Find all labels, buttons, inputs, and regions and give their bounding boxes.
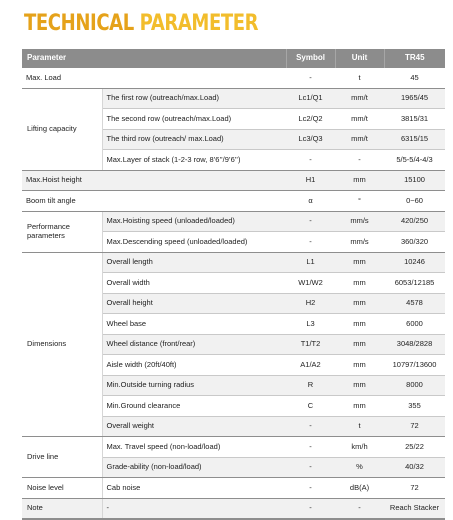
row-param: The third row (outreach/ max.Load) bbox=[102, 129, 286, 150]
row-symbol: - bbox=[286, 478, 335, 499]
row-value: 3048/2828 bbox=[384, 334, 445, 355]
row-symbol: - bbox=[286, 211, 335, 232]
row-param: Overall height bbox=[102, 293, 286, 314]
row-symbol: Lc1/Q1 bbox=[286, 88, 335, 109]
row-symbol: C bbox=[286, 396, 335, 417]
row-param: Overall length bbox=[102, 252, 286, 273]
row-unit: mm bbox=[335, 355, 384, 376]
table-row bbox=[22, 68, 445, 88]
row-param: Cab noise bbox=[102, 478, 286, 499]
row-unit: - bbox=[335, 498, 384, 519]
row-value: 45 bbox=[384, 68, 445, 88]
row-unit: mm bbox=[335, 273, 384, 294]
row-value: 72 bbox=[384, 478, 445, 499]
row-param: Max.Layer of stack (1-2-3 row, 8’6’’/9’6’’) bbox=[102, 150, 286, 171]
row-unit: mm/t bbox=[335, 88, 384, 109]
row-symbol: α bbox=[286, 191, 335, 212]
row-param: Max.Hoist height bbox=[22, 170, 286, 191]
group-label-drive-line: Drive line bbox=[22, 437, 102, 478]
row-symbol: L3 bbox=[286, 314, 335, 335]
row-symbol: A1/A2 bbox=[286, 355, 335, 376]
table-row bbox=[22, 478, 445, 499]
row-value: 8000 bbox=[384, 375, 445, 396]
row-symbol: Lc3/Q3 bbox=[286, 129, 335, 150]
table-row bbox=[22, 498, 445, 519]
row-param: Grade-ability (non-load/load) bbox=[102, 457, 286, 478]
row-symbol: Lc2/Q2 bbox=[286, 109, 335, 130]
column-header-unit: Unit bbox=[335, 49, 384, 68]
row-param: Max. Travel speed (non-load/load) bbox=[102, 437, 286, 458]
group-label-dimensions: Dimensions bbox=[22, 252, 102, 437]
row-param: Max.Descending speed (unloaded/loaded) bbox=[102, 232, 286, 253]
row-unit: mm/s bbox=[335, 232, 384, 253]
row-value: 6053/12185 bbox=[384, 273, 445, 294]
row-symbol: H1 bbox=[286, 170, 335, 191]
row-unit: - bbox=[335, 150, 384, 171]
row-value: 420/250 bbox=[384, 211, 445, 232]
row-value: 15100 bbox=[384, 170, 445, 191]
table-header bbox=[22, 49, 445, 68]
row-value: 3815/31 bbox=[384, 109, 445, 130]
row-value: 5/5-5/4-4/3 bbox=[384, 150, 445, 171]
group-label-note: Note bbox=[22, 498, 102, 519]
column-header-parameter: Parameter bbox=[22, 49, 286, 68]
table-row bbox=[22, 191, 445, 212]
row-unit: mm bbox=[335, 334, 384, 355]
row-param: Overall width bbox=[102, 273, 286, 294]
row-value: 1965/45 bbox=[384, 88, 445, 109]
row-symbol: - bbox=[286, 68, 335, 88]
row-symbol: - bbox=[286, 232, 335, 253]
row-unit: mm/s bbox=[335, 211, 384, 232]
row-value: 10797/13600 bbox=[384, 355, 445, 376]
row-param: Boom tilt angle bbox=[22, 191, 286, 212]
row-value: 6315/15 bbox=[384, 129, 445, 150]
row-symbol: - bbox=[286, 498, 335, 519]
row-param: Max. Load bbox=[22, 68, 286, 88]
column-header-symbol: Symbol bbox=[286, 49, 335, 68]
row-unit: mm bbox=[335, 170, 384, 191]
row-param: The second row (outreach/max.Load) bbox=[102, 109, 286, 130]
row-param: Aisle width (20ft/40ft) bbox=[102, 355, 286, 376]
group-label-performance-parameters: Performance parameters bbox=[22, 211, 102, 252]
row-symbol: H2 bbox=[286, 293, 335, 314]
row-symbol: - bbox=[286, 457, 335, 478]
row-symbol: - bbox=[286, 437, 335, 458]
column-header-model: TR45 bbox=[384, 49, 445, 68]
row-unit: mm bbox=[335, 314, 384, 335]
row-unit: mm/t bbox=[335, 109, 384, 130]
row-param: The first row (outreach/max.Load) bbox=[102, 88, 286, 109]
row-symbol: T1/T2 bbox=[286, 334, 335, 355]
table-row bbox=[22, 170, 445, 191]
row-symbol: - bbox=[286, 416, 335, 437]
row-value: 360/320 bbox=[384, 232, 445, 253]
row-param: Wheel base bbox=[102, 314, 286, 335]
row-value: 10246 bbox=[384, 252, 445, 273]
row-param: Max.Hoisting speed (unloaded/loaded) bbox=[102, 211, 286, 232]
title-part2: PARAMETER bbox=[139, 11, 259, 36]
table-row bbox=[22, 252, 445, 273]
row-symbol: L1 bbox=[286, 252, 335, 273]
row-value: Reach Stacker bbox=[384, 498, 445, 519]
row-unit: dB(A) bbox=[335, 478, 384, 499]
row-symbol: R bbox=[286, 375, 335, 396]
row-unit: mm/t bbox=[335, 129, 384, 150]
row-symbol: - bbox=[286, 150, 335, 171]
row-param: Wheel distance (front/rear) bbox=[102, 334, 286, 355]
row-value: 40/32 bbox=[384, 457, 445, 478]
page-title bbox=[24, 10, 258, 38]
row-value: 6000 bbox=[384, 314, 445, 335]
row-value: 0~60 bbox=[384, 191, 445, 212]
group-label-noise-level: Noise level bbox=[22, 478, 102, 499]
row-unit: mm bbox=[335, 252, 384, 273]
group-label-lifting-capacity: Lifting capacity bbox=[22, 88, 102, 170]
table-row bbox=[22, 211, 445, 232]
row-unit: % bbox=[335, 457, 384, 478]
row-unit: mm bbox=[335, 293, 384, 314]
row-symbol: W1/W2 bbox=[286, 273, 335, 294]
row-value: 72 bbox=[384, 416, 445, 437]
row-unit: km/h bbox=[335, 437, 384, 458]
spec-table bbox=[22, 49, 445, 520]
row-value: 25/22 bbox=[384, 437, 445, 458]
table-row bbox=[22, 88, 445, 109]
row-param: Min.Ground clearance bbox=[102, 396, 286, 417]
row-unit: t bbox=[335, 68, 384, 88]
row-unit: mm bbox=[335, 396, 384, 417]
row-param: - bbox=[102, 498, 286, 519]
table-row bbox=[22, 437, 445, 458]
row-unit: ° bbox=[335, 191, 384, 212]
row-param: Overall weight bbox=[102, 416, 286, 437]
row-param: Min.Outside turning radius bbox=[102, 375, 286, 396]
row-unit: mm bbox=[335, 375, 384, 396]
row-value: 4578 bbox=[384, 293, 445, 314]
row-value: 355 bbox=[384, 396, 445, 417]
row-unit: t bbox=[335, 416, 384, 437]
title-part1: TECHNICAL bbox=[24, 11, 134, 36]
